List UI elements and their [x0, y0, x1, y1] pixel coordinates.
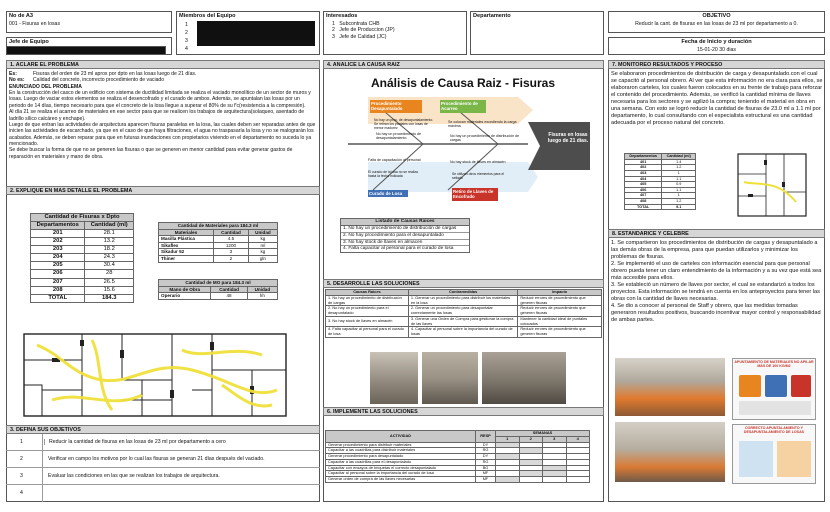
section-6-title: 6. IMPLEMENTE LAS SOLUCIONES: [323, 407, 604, 416]
mat-h-2: Unidad: [248, 229, 277, 236]
section-3-title: 3. DEFINA SUS OBJETIVOS: [6, 425, 320, 434]
header-departamento: [470, 11, 604, 55]
fecha-label: Fecha de Inicio y duración: [681, 39, 752, 45]
table-row: 408 1.2: [625, 199, 696, 205]
table-row: Capacitar con ensayos de briquetas el correcto desapuntalado BG: [326, 465, 590, 471]
table-row: 201 28.1: [31, 230, 134, 238]
table-row: 1. No hay un procedimiento de distribución de cargas 1. Generar un procedimiento para distribuir los materiales en la losa Reducir errores de procedimiento que generen fisuras: [326, 295, 602, 306]
celebration-photo: [615, 358, 725, 416]
table-row: 207 26.5: [31, 278, 134, 286]
table-row: 202 13.2: [31, 238, 134, 246]
fisuras-h-dpto: Departamentos: [31, 222, 85, 230]
table-row: 208 15.6: [31, 286, 134, 294]
estandarice-p3: 3. Se estableció un número de llaves por sector, el cual se estandarizó a todos los proyectos. Esta información se tendrá en cuenta en los anteproyectos para tener las obras con la cantidad de llaves necesarias.: [611, 281, 820, 302]
mano-obra-table: [158, 279, 278, 300]
cause-cat-llaves: Retiro de Llaves de Encofrado: [452, 188, 498, 201]
cause-c2a: Se colocan materiales excediendo la carga máxima: [448, 120, 517, 129]
interesado-3: 3 Jefe de Calidad (JC): [332, 33, 387, 40]
miembro-1: 1: [185, 22, 188, 28]
table-row: Capacitar a las cuadrillas para distribuir materiales RG: [326, 448, 590, 454]
table-row: Generar procedimiento para desapuntalado DY: [326, 454, 590, 460]
materiales-table-title: Cantidad de Materiales para 184.3 ml: [159, 223, 278, 230]
objetivo-row: 1 Reducir la cantidad de fisuras en las losas de 23 ml por departamento a cero: [6, 434, 320, 451]
causas-list-title: Listado de Causas Raices: [341, 219, 469, 226]
table-row: Generar procedimiento para distribuir materiales DY: [326, 442, 590, 448]
interesado-1: 1 Subcontrata CHB: [332, 20, 380, 27]
section-4-title: 4. ANALICE LA CAUSA RAIZ: [323, 60, 604, 69]
enunciado-p1: En la construcción del casco de un edificio con sistema de ductilidad limitada se realiza el vaciado monolítico de un sector de muros y losas. Luego de vaciar estos elementos se realiza el desencofrado y el curado de ambos. Además, se apuntalan las losas por un periodo de 14 días, tiempo necesario para que el concreto de la losa llegue a superar el 80% de su f'c(resistencia a la compresión).: [9, 90, 311, 109]
table-row: 401 1.4: [625, 159, 696, 165]
mano-obra-table-title: Cantidad de MO para 184.3 ml: [159, 280, 278, 287]
table-row: 206 28: [31, 270, 134, 278]
sign-card-2-title: CORRECTO APUNTALAMIENTO Y DESAPUNTALAMIENTO DE LOSAS: [743, 426, 805, 435]
objetivo-row: 4: [20, 490, 23, 496]
objetivos-list: [6, 434, 320, 502]
table-total-row: TOTAL 9.1: [625, 204, 696, 210]
cause-c1b: No hay un proc. de desapuntalamiento. Se retiran los puntales con losas de menor madurez: [374, 118, 434, 131]
enunciado-p4: Se debe buscar la forma de que no se generen las fisuras o que se generen en menor cantidad para evitar generar gastos de reparación en materiales y mano de obra.: [9, 147, 293, 160]
header-miembros: [176, 11, 320, 55]
fecha-value: 15-01-20 30 dias: [697, 46, 736, 53]
no-a3-value: 001 - Fisuras en losas: [9, 20, 61, 27]
floor-plan-drawing: [22, 330, 292, 420]
jefe-label: Jefe de Equipo: [9, 39, 49, 45]
table-row: Capacitar al personal sobre la importancia del curado de losa MF: [326, 471, 590, 477]
impl-h-resp: RESP: [476, 431, 496, 443]
table-row: 406 1.1: [625, 187, 696, 193]
cause-c1a: No hay un procedimiento de desapuntalamiento.: [376, 132, 421, 141]
list-item: 4. Falta capacitar al personal para el curado de losa: [343, 246, 454, 252]
impl-h-actividad: ACTIVIDAD: [326, 431, 476, 443]
floor-plan-small: [736, 152, 808, 218]
miembro-3: 3: [185, 38, 188, 44]
resultados-table: [624, 153, 696, 210]
res-h-1: Cantidad (ml): [662, 154, 696, 160]
table-row: 402 1.2: [625, 165, 696, 171]
miembros-label: Miembros del Equipo: [179, 13, 236, 19]
list-item: 3. No hay stock de llaves en almacen: [341, 240, 469, 247]
enunciado-p2: Al día 21 se realiza el acarreo de materiales en ese sector para que se realicen los trabajos de arquitectura(solaqueo, asentado de ladrillo sílico calcáreo y enchape).: [9, 109, 305, 122]
interesados-label: Interesados: [326, 13, 358, 19]
mat-h-0: Materiales: [159, 229, 214, 236]
site-photo-1: [370, 352, 418, 404]
section-5-title: 5. DESARROLLE LAS SOLUCIONES: [323, 279, 604, 288]
es-text: Fisuras del orden de 23 ml aprox por dpto en las losas luego de 21 días.: [33, 71, 197, 77]
table-total-row: TOTAL 184.3: [31, 294, 134, 302]
table-row: 205 30.4: [31, 262, 134, 270]
table-row: Thiner 2 gln: [159, 255, 278, 262]
mo-h-1: Cantidad: [211, 286, 247, 293]
header-no-a3: [6, 11, 172, 33]
mat-h-1: Cantidad: [214, 229, 249, 236]
header-interesados: [323, 11, 467, 55]
cause-c3a: Falta de capacitación al personal: [368, 158, 421, 162]
enunciado-p3: Luego de que entran las actividades de arquitectura aparecen fisuras paralelas en la losa, las cuales deben ser reparadas antes de que inicien las actividades de escarchado, ya que en el caso de que haya filtraciones, el agua no traspasaría la losa y no se malograrán los acabados. Además, se deben reparar para que en futuras inundaciones con propietarios viviendo en el departamento no suceda lo ya mencionado.: [9, 121, 316, 147]
table-row: 407 1: [625, 193, 696, 199]
fisuras-h-cant: Cantidad (ml): [85, 222, 134, 230]
monitoreo-text: Se elaboraron procedimientos de distribución de carga y desapuntalado.con el cual se capacitó al personal obrero. Al ver que esta información no era clara para ellos, se elaboraron carteles, los cuales fueron colocados en su frente de trabajo para reforzar el contenido del procedimiento. Además, se verificó la cantidad mínima de llaves necesaria para los sectores y se agilizó la compra; teniendo el material en obra en una semana. Con esto se logró reducir la cantidad de fisuras de 23.0 ml a 1.1 ml por departamento, lo cual consultando con el especialista estructural es una cantidad adecuada por el proceso natural del concreto.: [611, 71, 823, 126]
miembro-2: 2: [185, 30, 188, 36]
fishbone-diagram: [328, 72, 598, 208]
mo-h-2: Unidad: [247, 286, 277, 293]
objetivo-row: 3 Evaluar las condiciones en las que se realizan los trabajos de arquitectura.: [6, 468, 320, 485]
cause-c2b: No hay un procedimiento de distribución de cargas: [450, 134, 520, 143]
materiales-table: [158, 222, 278, 263]
es-label: Es:: [9, 71, 17, 77]
fishbone-title: Análisis de Causa Raiz - Fisuras: [370, 76, 556, 90]
cause-cat-desapuntalado: Procedimiento Desapuntalado: [370, 100, 422, 113]
estandarice-p1: 1. Se compartieron los procedimientos de distribución de cargas y desapuntalado a las demás obras de la empresa, para que puedan utilizarlos y minimizar los problemas de fisuras.: [611, 240, 818, 260]
implementacion-table: ACTIVIDAD RESP SEMANAS 1 2 3 4 Generar procedimiento para distribuir materiales DY Capacitar a las cuadrillas para distribuir materiales RG Generar procedimiento para desapuntalado DY Capacitar a las cuadrillas para el desapuntalado RG Capacitar con ensayos de briquetas el correcto desapuntalado BG Capacitar al personal sobre la importancia del curado de losa MF Generar orden de compra de las llaves necesarias MF: [325, 430, 590, 483]
estandarice-p2: 2. Se implementó el uso de carteles con información esencial para que personal obrero pueda tener un claro entendimiento de la información y a su vez que está sea más accesible para ellos.: [611, 260, 822, 281]
table-row: 403 1: [625, 170, 696, 176]
header-fecha: [608, 37, 825, 55]
sol-h-1: Contramedidas: [408, 290, 518, 296]
miembros-redacted: [197, 21, 315, 46]
section-8-title: 8. ESTANDARICE Y CELEBRE: [608, 229, 825, 238]
table-row: Sikadur 52 3 kg: [159, 249, 278, 256]
impl-h-semanas: SEMANAS: [496, 431, 590, 437]
noes-label: No es:: [9, 77, 25, 84]
table-row: 405 0.9: [625, 182, 696, 188]
fisuras-table-title: Cantidad de Fisuras x Dpto: [31, 214, 134, 222]
cause-cat-curado: Curado de Losa: [368, 190, 408, 197]
causas-raices-list: [340, 218, 470, 253]
section-1-body: [9, 71, 317, 160]
cause-c3b: El curado de la losa no se realiza hasta la fecha indicada: [368, 170, 418, 179]
table-row: 204 24.3: [31, 254, 134, 262]
fisuras-table: [30, 213, 134, 303]
interesado-2: 2 Jefe de Produccion (JP): [332, 27, 395, 34]
soluciones-table: [325, 289, 602, 338]
list-item: 1. No hay un procedimiento de distribución de cargas: [341, 226, 469, 233]
jefe-redacted: [6, 46, 166, 55]
site-photo-2: [422, 352, 478, 404]
section-7-title: 7. MONITOREO RESULTADOS Y PROCESO: [608, 60, 825, 69]
table-row: 4. Falta capacitar al personal para el curado de losa 4. Capacitar al personal sobre la importancia del curado de losas Reducir errores de procedimiento que generen fisuras: [326, 327, 602, 338]
table-row: Capacitar a las cuadrillas para el desapuntalado RG: [326, 459, 590, 465]
res-h-0: Departamentos: [625, 154, 662, 160]
table-row: 2. No hay un procedimiento para el desapuntalado 2. Generar un procedimiento para desapuntalar correctamente las losas Reducir errores de procedimiento que generen fisuras: [326, 306, 602, 317]
objetivo-text: Reducir la cant. de fisuras en las losas de 23 ml por departamento a 0.: [635, 20, 798, 27]
section-1-title: 1. ACLARE EL PROBLEMA: [6, 60, 320, 69]
list-item: 2. No hay procedimiento para el desapuntalado: [341, 233, 469, 240]
cause-c4a: No hay stock de llaves en almacén: [450, 160, 506, 164]
table-row: Masilla Plástica 4.5 kg: [159, 236, 278, 243]
header-objetivo: [608, 11, 825, 33]
sign-card-1-title: APUNTAMIENTO DE MATERIALES NO APILAR MÁS DE 100 KG/M2: [734, 360, 814, 369]
section-2-title: 2. EXPLIQUE EN MAS DETALLE EL PROBLEMA: [6, 186, 320, 195]
table-row: 203 18.2: [31, 246, 134, 254]
sol-h-0: Causas Raices: [326, 290, 409, 296]
estandarice-p4: 4. Se dio a conocer al personal de Staff y obrero, que las medidas tomadas generaron resultados positivos, buscando incentivar mayor control y responsabilidad de ambas partes.: [611, 302, 821, 323]
departamento-label: Departamento: [473, 13, 511, 19]
table-row: 404 1.1: [625, 176, 696, 182]
cause-c4b: Se utilizan otros elementos para el sellado: [452, 172, 505, 181]
table-row: Sikaflex 1200 ml: [159, 242, 278, 249]
objetivo-label: OBJETIVO: [702, 13, 731, 19]
objetivo-row: 2 Verificar en campo los motivos por lo cual las fisuras se generan 21 días después del vaciado.: [6, 451, 320, 468]
noes-text: Calidad del concreto, incorrecto procedimiento de vaciado: [33, 77, 165, 84]
table-row: 3. No hay stock de llaves en almacén 3. Generar una Orden de Compra para gestionar la compra de las llaves Mantener la cantidad ideal de puntales colocados: [326, 316, 602, 327]
cause-cat-acarreo: Procedimiento de Acarreo: [440, 100, 486, 113]
table-row: Operario 48 hh: [159, 293, 278, 300]
team-photo: [615, 422, 725, 482]
sign-card-1: [732, 358, 816, 420]
mo-h-0: Mano de Obra: [159, 286, 211, 293]
estandarice-text: [611, 240, 823, 324]
sol-h-2: Impacto: [518, 290, 602, 296]
miembro-4: 4: [185, 46, 188, 52]
sign-card-2: [732, 424, 816, 484]
no-a3-label: No de A3: [9, 13, 34, 19]
fishbone-head: Fisuras en losas luego de 21 días.: [547, 132, 589, 145]
site-photo-3: [482, 352, 566, 404]
enunciado-label: ENUNCIADO DEL PROBLEMA: [9, 83, 82, 90]
table-row: Generar orden de compra de las llaves necesarias MF: [326, 477, 590, 483]
